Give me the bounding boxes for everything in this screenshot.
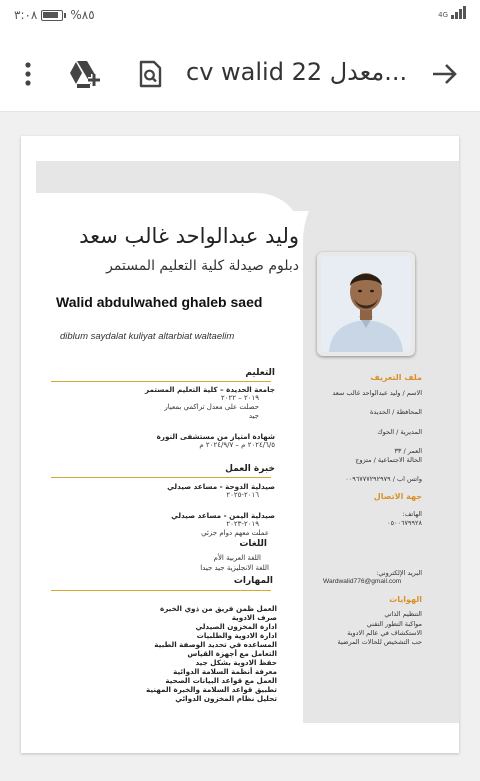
phone-number: ٠٥٠٠٦٧٩٩٢٨ xyxy=(387,519,422,527)
profile-photo xyxy=(317,252,415,356)
skill-item: صرف الادوية xyxy=(231,613,277,622)
battery-icon xyxy=(41,10,63,21)
back-arrow-icon[interactable] xyxy=(428,58,460,90)
profile-item: العمر / ٣٣ xyxy=(394,447,422,455)
skill-item: ادارة المخزون الصيدلي xyxy=(195,622,277,631)
phone-label: الهاتف: xyxy=(402,510,422,518)
battery-status xyxy=(14,8,95,22)
subtitle-arabic: دبلوم صيدلة كلية التعليم المستمر xyxy=(106,258,299,274)
profile-item: الحالة الاجتماعية / متزوج xyxy=(355,456,422,464)
education-title: التعليم xyxy=(245,368,275,378)
skill-item: تطبيق قواعد السلامة والخبرة المهنية xyxy=(146,685,277,694)
language-item: اللغة الانجليزية جيد جيدا xyxy=(200,564,269,572)
document-page xyxy=(21,136,459,753)
experience-title: خبرة العمل xyxy=(225,464,275,474)
experience-item: ٢٠١٩-٢٠٢٣ xyxy=(226,520,259,528)
languages-title: اللغات xyxy=(239,539,267,549)
skill-item: العمل مع قواعد البيانات الصحية xyxy=(165,676,277,685)
profile-item: المحافظة / الحديدة xyxy=(370,408,422,416)
skill-item: التعامل مع أجهزة القياس xyxy=(187,649,277,658)
language-item: اللغة العربية الأم xyxy=(213,554,261,562)
clock: ٣:٠٨ xyxy=(14,8,38,22)
profile-item: المديرية / الحوك xyxy=(377,428,422,436)
education-item: ٢٠٢٤/٦/٥ م – ٢٠٢٤/٩/٧ م xyxy=(199,441,275,449)
education-item: شهادة امتياز من مستشفى النورة xyxy=(156,432,275,441)
profile-title: ملف التعريف xyxy=(370,373,422,382)
skill-item: المساعده في تحديد الوصفة الطبية xyxy=(154,640,277,649)
hobby-item: التنظيم الذاتي xyxy=(384,610,422,618)
name-arabic: وليد عبدالواحد غالب سعد xyxy=(79,224,299,248)
hobbies-title: الهوايات xyxy=(389,595,422,604)
experience-item: صيدلية اليمن - مساعد صيدلي xyxy=(171,511,275,520)
find-in-document-icon[interactable] xyxy=(136,60,164,88)
skills-title: المهارات xyxy=(233,576,273,586)
hobby-item: الاستكشاف في عالم الادوية xyxy=(347,629,422,637)
add-to-drive-icon[interactable] xyxy=(68,58,102,90)
profile-item: واتس اب / ٠٠٩٦٧٧٧٢٩٢٩٧٩ xyxy=(345,475,422,483)
person-portrait xyxy=(321,256,411,352)
battery-percent: %٨٥ xyxy=(70,8,95,22)
education-item: حصلت على معدل تراكمي بمعيار xyxy=(164,403,259,411)
skill-item: حفظ الادوية بشكل جيد xyxy=(195,658,277,667)
subtitle-english: diblum saydalat kuliyat altarbiat waltaelim xyxy=(60,331,235,342)
document-title: cv walid 22 معدل... xyxy=(186,58,408,86)
skill-item: العمل ظمن فريق من ذوي الخبرة xyxy=(159,604,277,613)
hobby-item: حب التشخيص للحالات المرضية xyxy=(337,638,422,646)
experience-item: ٢٠١٦-٢٠٢٥ xyxy=(226,491,259,499)
education-item: جامعة الحديدة – كلية التعليم المستمر xyxy=(144,385,275,394)
education-item: ٢٠١٩ – ٢٠٢٢ xyxy=(220,394,259,402)
name-english: Walid abdulwahed ghaleb saed xyxy=(56,294,263,310)
experience-item: صيدلية الدوحة - مساعد صيدلي xyxy=(167,482,275,491)
more-options-icon[interactable] xyxy=(18,58,38,90)
profile-item: الاسم / وليد عبدالواحد غالب سعد xyxy=(332,389,422,397)
skill-item: ادارة الادوية والطلبيات xyxy=(196,631,277,640)
contact-title: جهة الاتصال xyxy=(373,492,422,501)
education-item: جيد xyxy=(248,412,259,420)
email-label: البريد الإلكتروني: xyxy=(376,569,422,577)
signal-icon xyxy=(438,6,466,19)
status-bar xyxy=(0,0,480,36)
network-type: 4G xyxy=(438,11,448,19)
hobby-item: مواكبة التطور التقني xyxy=(366,620,422,628)
experience-item: عملت معهم دوام جزئي xyxy=(201,529,269,537)
skill-item: تحليل نظام المخزون الدوائي xyxy=(175,694,277,703)
email-address: Wardwalid776@gmail.com xyxy=(323,578,402,585)
viewer-toolbar xyxy=(0,36,480,112)
skill-item: معرفة أنظمة السلامة الدوائية xyxy=(173,667,277,676)
